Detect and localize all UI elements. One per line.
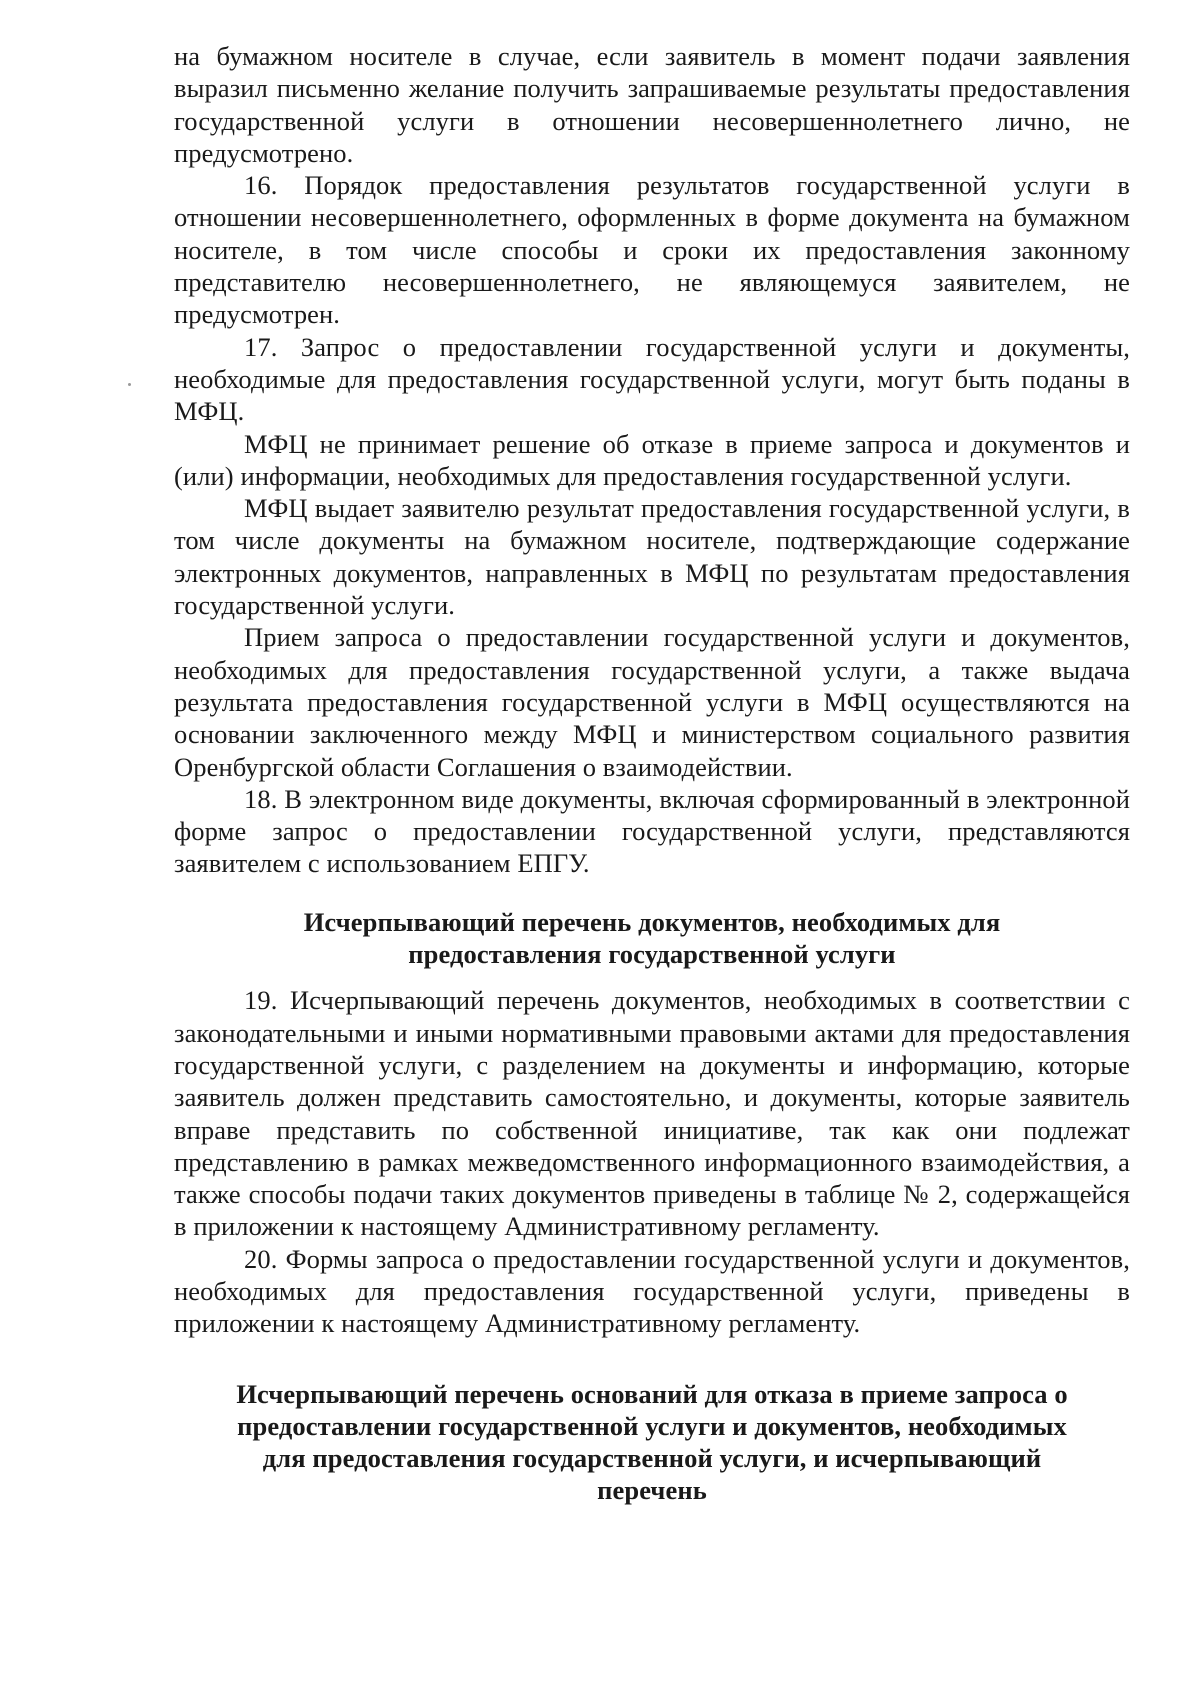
paragraph-16: 16. Порядок предоставления результатов государственной услуги в отношении несовершеннолетнего, оформленных в форме документа на бумажном носителе, в том числе способы и сроки их предоставления законному представителю несовершеннолетнего, не являющемуся заявителем, не предусмотрен.: [174, 170, 1130, 330]
document-body: [174, 40, 1130, 1507]
section-heading-documents-list: Исчерпывающий перечень документов, необходимых для предоставления государственной услуги: [303, 906, 1001, 970]
paragraph-mfc-no-refusal: МФЦ не принимает решение об отказе в приеме запроса и документов и (или) информации, необходимых для предоставления государственной услуги.: [174, 428, 1130, 491]
paragraph-19: 19. Исчерпывающий перечень документов, необходимых в соответствии с законодательными и иными нормативными правовыми актами для предоставления государственной услуги, с разделением на документы и информацию, которые заявитель должен представить самостоятельно, и документы, которые заявитель вправе представить по собственной инициативе, так как они подлежат представлению в рамках межведомственного информационного взаимодействия, а также способы подачи таких документов приведены в таблице № 2, содержащейся в приложении к настоящему Административному регламенту.: [174, 985, 1130, 1242]
paragraph-20: 20. Формы запроса о предоставлении государственной услуги и документов, необходимых для предоставления государственной услуги, приведены в приложении к настоящему Административному регламенту.: [174, 1243, 1130, 1339]
section-heading-refusal-grounds: Исчерпывающий перечень оснований для отказа в приеме запроса о предоставлении государственной услуги и документов, необходимых для предоставления государственной услуги, и исчерпывающий перечень: [236, 1378, 1068, 1506]
paragraph-mfc-agreement: Прием запроса о предоставлении государственной услуги и документов, необходимых для предоставления государственной услуги, а также выдача результата предоставления государственной услуги в МФЦ осуществляются на основании заключенного между МФЦ и министерством социального развития Оренбургской области Соглашения о взаимодействии.: [174, 622, 1130, 782]
paragraph-continuation: на бумажном носителе в случае, если заявитель в момент подачи заявления выразил письменно желание получить запрашиваемые результаты предоставления государственной услуги в отношении несовершеннолетнего лично, не предусмотрено.: [174, 41, 1130, 168]
paragraph-18: 18. В электронном виде документы, включая сформированный в электронной форме запрос о предоставлении государственной услуги, представляются заявителем с использованием ЕПГУ.: [174, 783, 1130, 879]
scan-artifact-dot: [128, 383, 131, 386]
paragraph-mfc-issues-result: МФЦ выдает заявителю результат предоставления государственной услуги, в том числе документы на бумажном носителе, подтверждающие содержание электронных документов, направленных в МФЦ по результатам предоставления государственной услуги.: [174, 493, 1130, 621]
paragraph-17: 17. Запрос о предоставлении государственной услуги и документы, необходимые для предоставления государственной услуги, могут быть поданы в МФЦ.: [174, 331, 1130, 427]
